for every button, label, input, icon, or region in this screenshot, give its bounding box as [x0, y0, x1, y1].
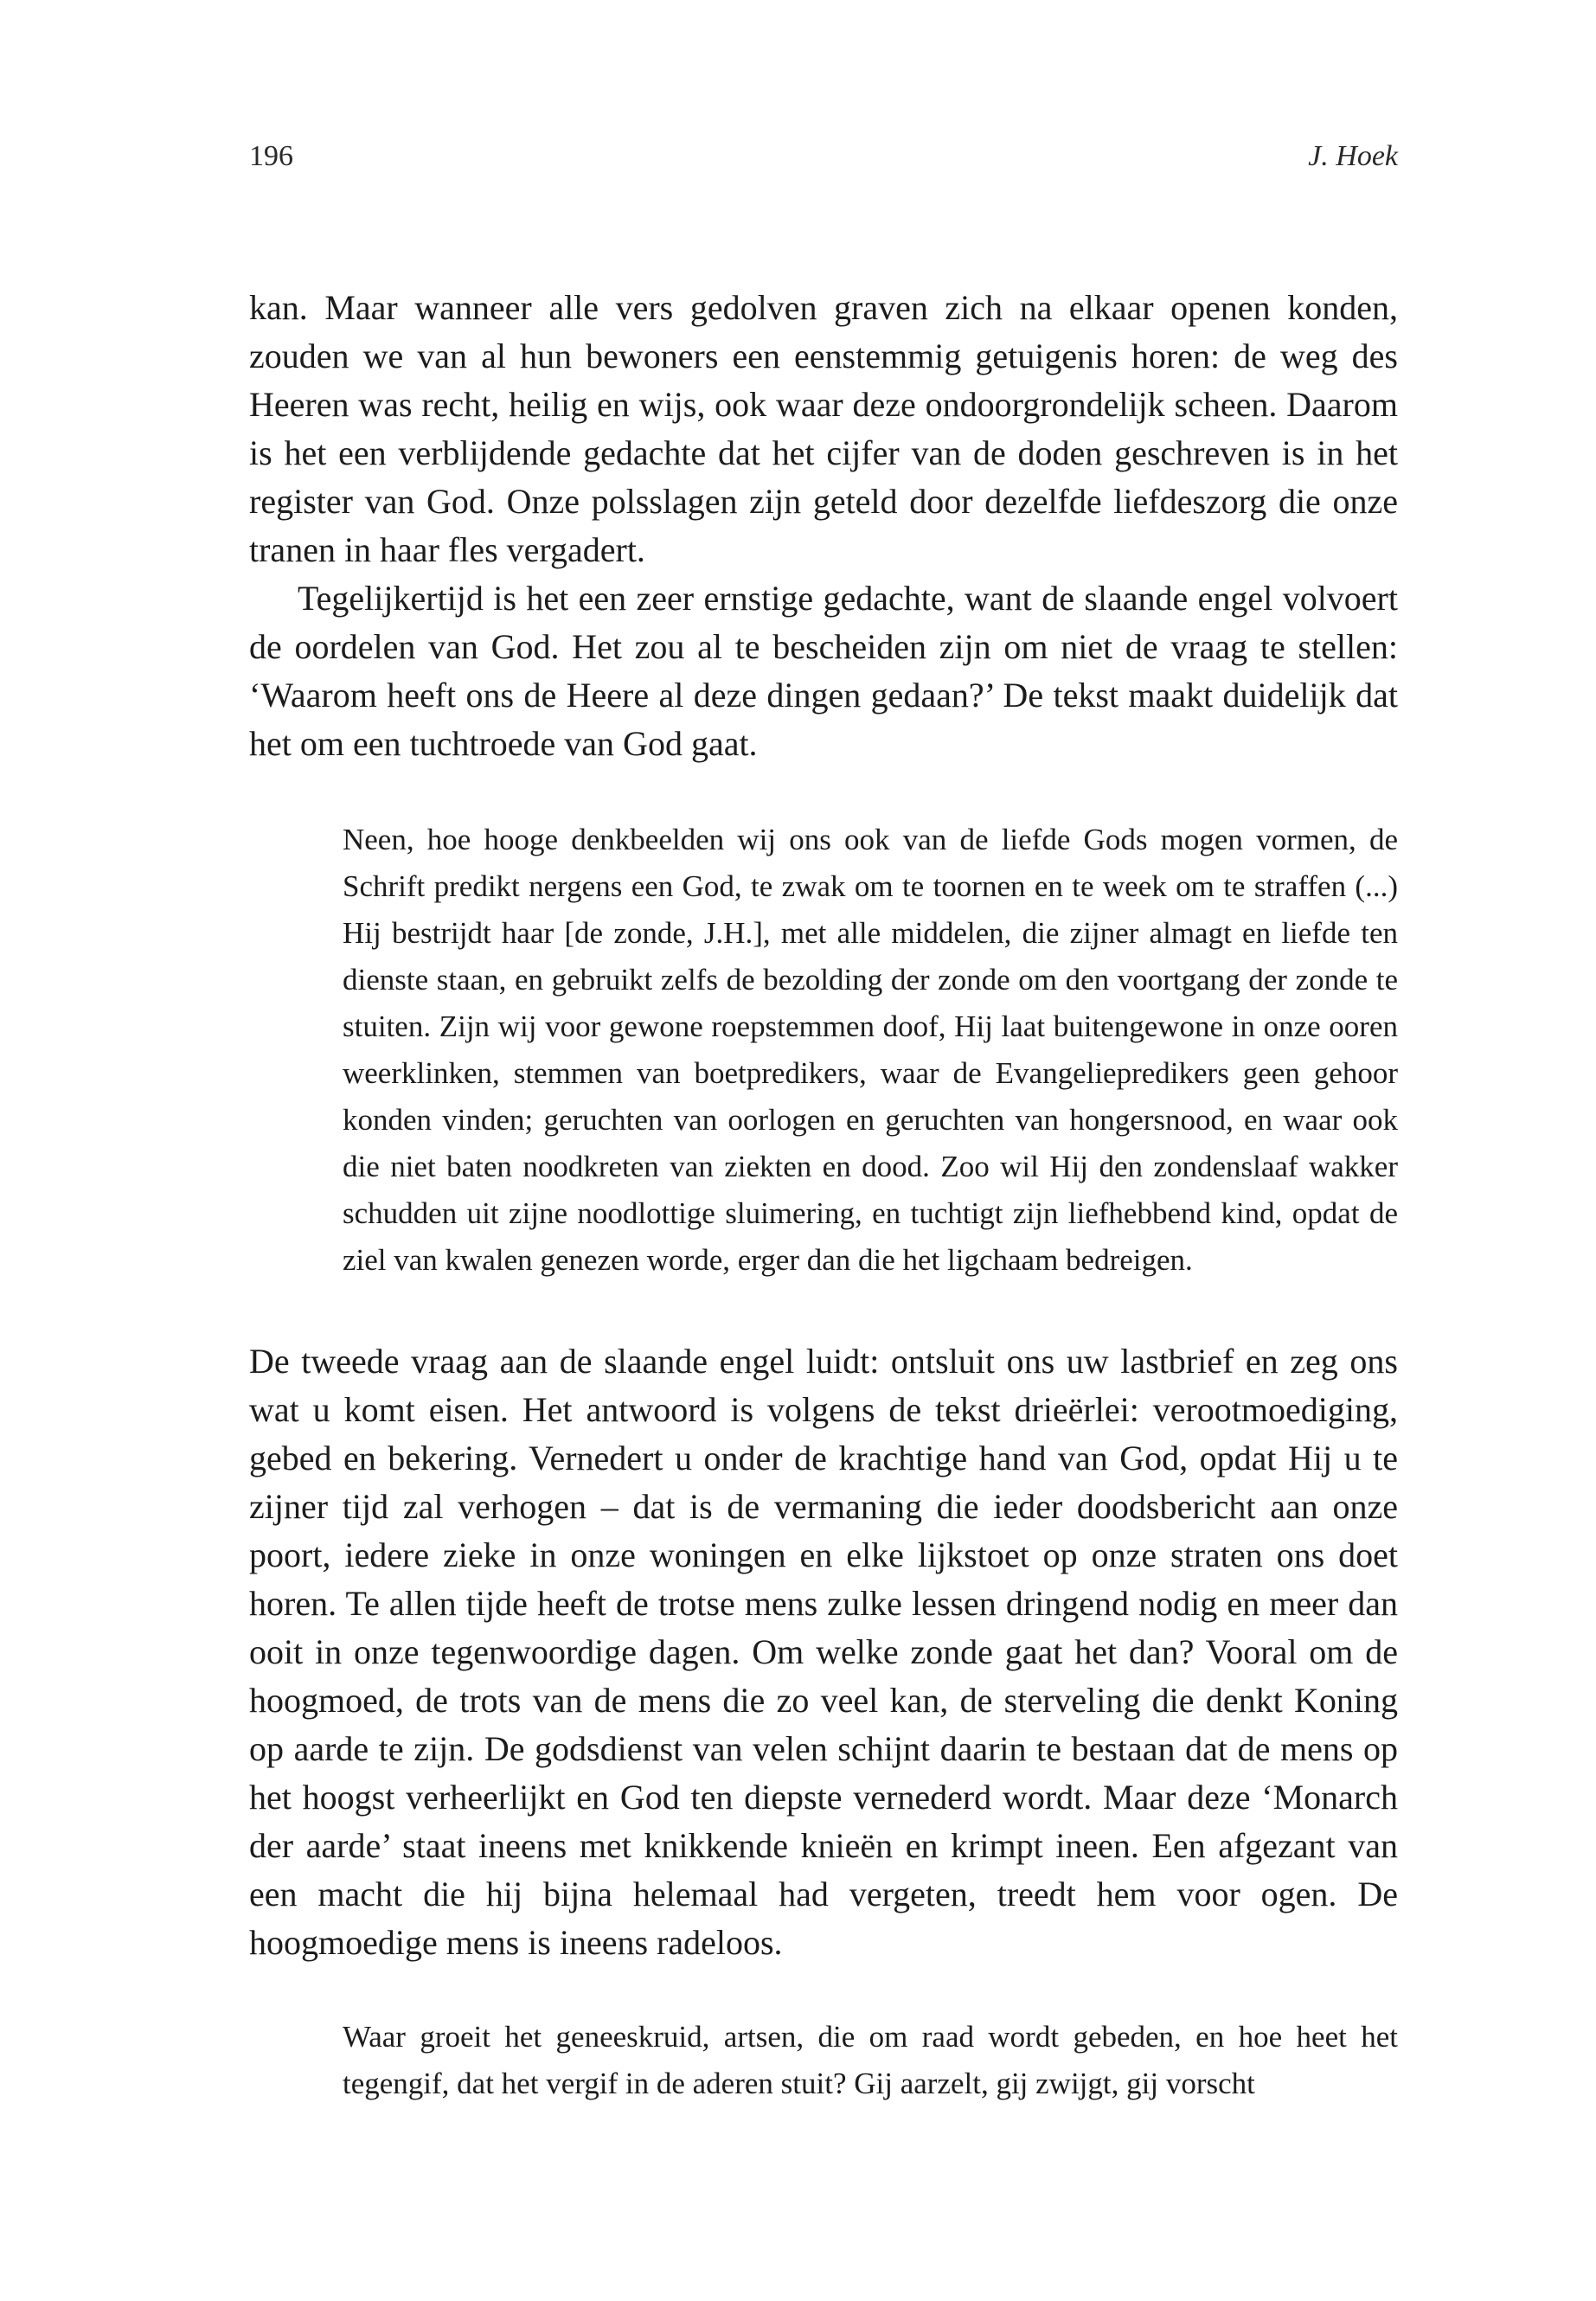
body-text [249, 284, 1398, 2107]
block-quote-1-text: Neen, hoe hooge denkbeelden wij ons ook van de liefde Gods mogen vormen, de Schrift predikt nergens een God, te zwak om te toornen en te week om te straffen (...) Hij bestrijdt haar [de zonde, J.H.], met alle middelen, die zijner almagt en liefde ten dienste staan, en gebruikt zelfs de bezolding der zonde om den voortgang der zonde te stuiten. Zijn wij voor gewone roepstemmen doof, Hij laat buitengewone in onze ooren weerklinken, stemmen van boetpredikers, waar de Evangeliepredikers geen gehoor konden vinden; geruchten van oorlogen en geruchten van hongersnood, en waar ook die niet baten noodkreten van ziekten en dood. Zoo wil Hij den zondenslaaf wakker schudden uit zijne noodlottige sluimering, en tuchtigt zijn liefhebbend kind, opdat de ziel van kwalen genezen worde, erger dan die het ligchaam bedreigen. [343, 823, 1398, 1277]
paragraph-2: Tegelijkertijd is het een zeer ernstige gedachte, want de slaande engel volvoert de oordelen van God. Het zou al te bescheiden zijn om niet de vraag te stellen: ‘Waarom heeft ons de Heere al deze dingen gedaan?’ De tekst maakt duidelijk dat het om een tuchtroede van God gaat. [249, 579, 1398, 763]
block-quote-1 [343, 817, 1398, 1284]
paragraph-3: De tweede vraag aan de slaande engel luidt: ontsluit ons uw lastbrief en zeg ons wat u komt eisen. Het antwoord is volgens de tekst drieërlei: verootmoediging, gebed en bekering. Vernedert u onder de krachtige hand van God, opdat Hij u te zijner tijd zal verhogen – dat is de vermaning die ieder doodsbericht aan onze poort, iedere zieke in onze woningen en elke lijkstoet op onze straten ons doet horen. Te allen tijde heeft de trotse mens zulke lessen dringend nodig en meer dan ooit in onze tegenwoordige dagen. Om welke zonde gaat het dan? Vooral om de hoogmoed, de trots van de mens die zo veel kan, de sterveling die denkt Koning op aarde te zijn. De godsdienst van velen schijnt daarin te bestaan dat de mens op het hoogst verheerlijkt en God ten diepste vernederd wordt. Maar deze ‘Monarch der aarde’ staat ineens met knikkende knieën en krimpt ineen. Een afgezant van een macht die hij bijna helemaal had vergeten, treedt hem voor ogen. De hoogmoedige mens is ineens radeloos. [249, 1342, 1398, 1962]
block-quote-2 [343, 2014, 1398, 2107]
block-quote-2-text: Waar groeit het geneeskruid, artsen, die om raad wordt gebeden, en hoe heet het tegengif, dat het vergif in de aderen stuit? Gij aarzelt, gij zwijgt, gij vorscht [343, 2020, 1398, 2100]
page [249, 121, 1398, 2107]
paragraph-1: kan. Maar wanneer alle vers gedolven graven zich na elkaar openen konden, zouden we van al hun bewoners een eenstemmig getuigenis horen: de weg des Heeren was recht, heilig en wijs, ook waar deze ondoorgrondelijk scheen. Daarom is het een verblijdende gedachte dat het cijfer van de doden geschreven is in het register van God. Onze polsslagen zijn geteld door dezelfde liefdeszorg die onze tranen in haar fles vergadert. [249, 288, 1398, 569]
running-head [249, 121, 1398, 173]
page-number: 196 [249, 140, 293, 172]
running-head-author: J. Hoek [1308, 140, 1398, 172]
